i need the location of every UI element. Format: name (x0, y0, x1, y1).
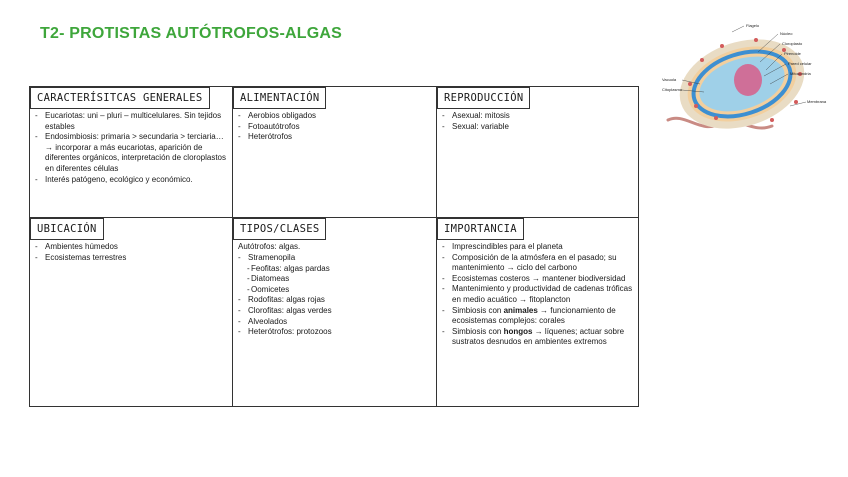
importancia-item (441, 242, 635, 253)
cell-caracteristicas-generales (30, 87, 232, 217)
page-title: T2- PROTISTAS AUTÓTROFOS-ALGAS (40, 25, 342, 42)
nucleus-shape (734, 64, 762, 96)
illus-label-citoplasma: Citoplasma (662, 87, 683, 92)
reproduccion-item: - Asexual: mitosis (441, 111, 631, 122)
importancia-item (441, 284, 635, 305)
importancia-item-text: → líquenes; actuar sobre sustratos desnudos en ambientes extremos (452, 326, 625, 347)
generales-item: - Interés patógeno, ecológico y económico. (34, 175, 228, 186)
reproduccion-item: - Sexual: variable (441, 122, 631, 133)
cell-importancia (437, 218, 639, 407)
illus-label-flagelo: Flagelo (746, 23, 760, 28)
algae-cell-illustration (660, 22, 830, 142)
tipos-item: - Alveolados (237, 317, 431, 328)
cell-tipos-clases (233, 218, 436, 407)
ubicacion-list (34, 242, 228, 263)
importancia-item (441, 306, 635, 327)
summary-table (29, 86, 639, 407)
tipos-subitem: - Feofitas: algas pardas (237, 264, 431, 275)
illus-label-membrana: Membrana (807, 99, 827, 104)
illus-label-pirenoide: Pirenoide (784, 51, 801, 56)
importancia-item (441, 274, 635, 285)
alimentacion-item: - Fotoautótrofos (237, 122, 427, 133)
importancia-item-text: → funcionamiento de ecosistemas complejos: corales (452, 305, 616, 326)
illus-label-vacuola: Vacuola (662, 77, 677, 82)
importancia-item-text: Composición de la atmósfera en el pasado; su mantenimiento → ciclo del carbono (452, 252, 617, 273)
illus-label-pared: Pared celular (788, 61, 812, 66)
tipos-item: - Clorofitas: algas verdes (237, 306, 431, 317)
section-label-importancia: IMPORTANCIA (437, 218, 524, 240)
tipos-item: - Rodofitas: algas rojas (237, 295, 431, 306)
importancia-item-text: Mantenimiento y productividad de cadenas tróficas en medio acuático → fitoplancton (452, 284, 633, 304)
importancia-item-text: Ecosistemas costeros → mantener biodiversidad (452, 273, 626, 283)
cell-reproduccion (437, 87, 639, 217)
tipos-subitem: - Oomicetes (237, 285, 431, 296)
cell-ubicacion (30, 218, 232, 407)
importancia-list (441, 242, 635, 348)
ubicacion-item: - Ecosistemas terrestres (34, 253, 228, 264)
tipos-intro: Autótrofos: algas. (238, 242, 301, 251)
alimentacion-list (237, 111, 427, 143)
importancia-item (441, 253, 635, 274)
alimentacion-item: - Heterótrofos (237, 132, 427, 143)
ubicacion-item: - Ambientes húmedos (34, 242, 228, 253)
generales-list (34, 111, 228, 185)
illus-label-mitocondria: Mitocondria (790, 71, 811, 76)
tipos-item: - Heterótrofos: protozoos (237, 327, 431, 338)
importancia-item-emphasis: animales (503, 305, 538, 315)
importancia-item-text: Simbiosis con (452, 305, 504, 315)
importancia-item-emphasis: hongos (503, 326, 533, 336)
generales-item: - Endosimbiosis: primaria > secundaria > terciaria…→ incorporar a más eucariotas, aparición de diferentes orgánicos, interpretación de cloroplastos en diferentes células (34, 132, 228, 174)
tipos-list (237, 253, 431, 338)
reproduccion-list (441, 111, 631, 132)
generales-item: - Eucariotas: uni – pluri – multicelulares. Sin tejidos estables (34, 111, 228, 132)
alimentacion-item: - Aerobios obligados (237, 111, 427, 122)
section-label-generales: CARACTERÍSITCAS GENERALES (30, 87, 210, 109)
tipos-item: - Stramenopila (237, 253, 431, 264)
importancia-item-text: Simbiosis con (452, 326, 504, 336)
section-label-ubicacion: UBICACIÓN (30, 218, 104, 240)
illus-label-cloroplasto: Cloroplasto (782, 41, 803, 46)
importancia-item (441, 327, 635, 348)
cell-alimentacion (233, 87, 436, 217)
section-label-tipos: TIPOS/CLASES (233, 218, 326, 240)
section-label-reproduccion: REPRODUCCIÓN (437, 87, 530, 109)
importancia-item-text: Imprescindibles para el planeta (452, 242, 563, 251)
illus-label-nucleo: Núcleo (780, 31, 793, 36)
section-label-alimentacion: ALIMENTACIÓN (233, 87, 326, 109)
tipos-subitem: - Diatomeas (237, 274, 431, 285)
